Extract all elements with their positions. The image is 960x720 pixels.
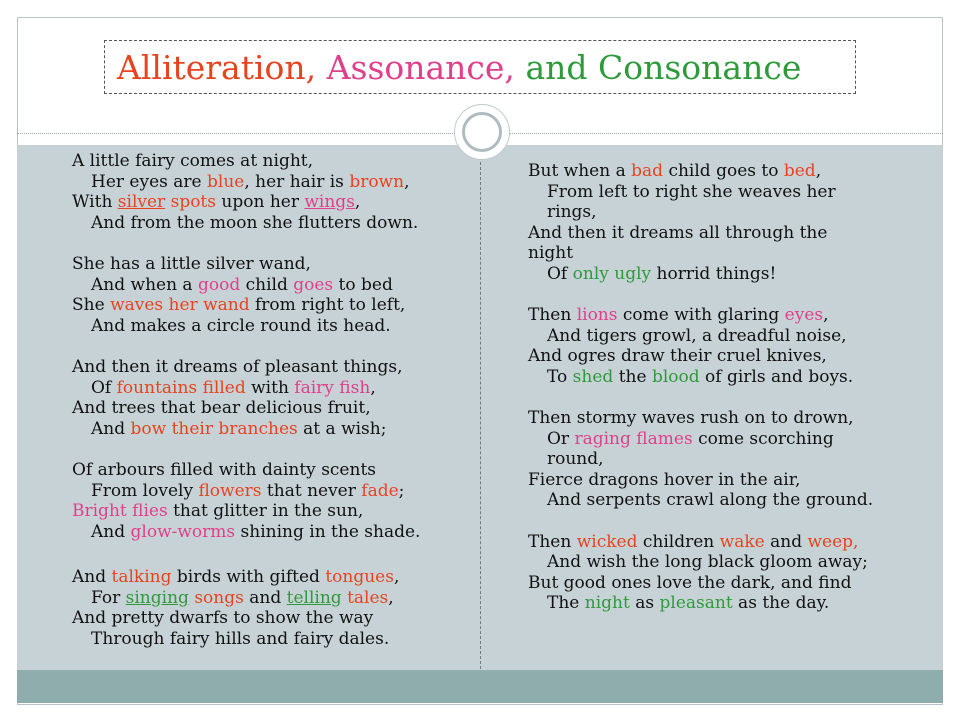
slide-title xyxy=(117,48,801,88)
title-alliteration: Alliteration, xyxy=(117,48,317,87)
poem-line: And tigers growl, a dreadful noise, xyxy=(547,325,847,346)
poem-line: From left to right she weaves her rings, xyxy=(547,181,836,222)
title-box xyxy=(104,40,856,94)
poem-line: A little fairy comes at night, xyxy=(72,151,314,171)
poem-line: To shed the blood of girls and boys. xyxy=(547,366,854,387)
stanza-right-2 xyxy=(528,305,887,387)
poem-line: Her eyes are blue, her hair is brown, xyxy=(91,171,410,192)
poem-line: And makes a circle round its head. xyxy=(91,315,391,336)
poem-line: Bright flies that glitter in the sun, xyxy=(72,501,364,521)
stanza-left-1 xyxy=(72,151,420,233)
poem-line: Of fountains filled with fairy fish, xyxy=(91,377,376,398)
poem-line: And glow-worms shining in the shade. xyxy=(91,521,421,542)
poem-line: Fierce dragons hover in the air, xyxy=(528,469,801,490)
stanza-right-4 xyxy=(528,532,887,614)
poem-line: She has a little silver wand, xyxy=(72,254,311,274)
poem-line: And wish the long black gloom away; xyxy=(547,552,868,572)
poem-left-column xyxy=(72,151,420,649)
footer-bar xyxy=(17,670,943,703)
poem-line: She waves her wand from right to left, xyxy=(72,295,406,315)
poem-line: And trees that bear delicious fruit, xyxy=(72,398,371,418)
stanza-left-4 xyxy=(72,460,420,542)
poem-line: Then stormy waves rush on to drown, xyxy=(528,408,854,428)
stanza-left-3 xyxy=(72,357,420,439)
poem-line: And talking birds with gifted tongues, xyxy=(72,567,400,587)
poem-line: Then wicked children wake and weep, xyxy=(528,531,859,552)
poem-line: And then it dreams all through the night xyxy=(528,222,828,263)
poem-line: Then lions come with glaring eyes, xyxy=(528,305,829,325)
stanza-left-2 xyxy=(72,254,420,336)
poem-line: But good ones love the dark, and find xyxy=(528,572,852,593)
poem-line: And when a good child goes to bed xyxy=(91,274,393,295)
poem-line: Of arbours filled with dainty scents xyxy=(72,460,376,480)
stanza-left-5 xyxy=(72,567,420,649)
poem-line: With silver spots upon her wings, xyxy=(72,192,361,212)
poem-line: And from the moon she flutters down. xyxy=(91,212,419,233)
poem-right-column xyxy=(528,161,887,614)
poem-line: For singing songs and telling tales, xyxy=(91,587,394,608)
poem-line: And bow their branches at a wish; xyxy=(91,418,387,439)
stanza-right-1 xyxy=(528,161,887,284)
poem-line: Of only ugly horrid things! xyxy=(547,263,777,284)
poem-line: Through fairy hills and fairy dales. xyxy=(91,628,390,649)
stanza-right-3 xyxy=(528,408,887,511)
poem-line: Or raging flames come scorching round, xyxy=(547,428,834,469)
poem-line: And ogres draw their cruel knives, xyxy=(528,346,827,366)
poem-line: From lovely flowers that never fade; xyxy=(91,480,405,501)
title-consonance: and Consonance xyxy=(525,48,802,87)
poem-line: The night as pleasant as the day. xyxy=(547,593,830,613)
poem-line: But when a bad child goes to bed, xyxy=(528,161,822,181)
poem-line: And pretty dwarfs to show the way xyxy=(72,608,374,628)
column-divider xyxy=(480,157,481,669)
poem-line: And then it dreams of pleasant things, xyxy=(72,357,403,377)
poem-line: And serpents crawl along the ground. xyxy=(547,490,874,510)
decorative-ring-icon xyxy=(462,112,502,152)
title-assonance: Assonance, xyxy=(326,48,515,87)
